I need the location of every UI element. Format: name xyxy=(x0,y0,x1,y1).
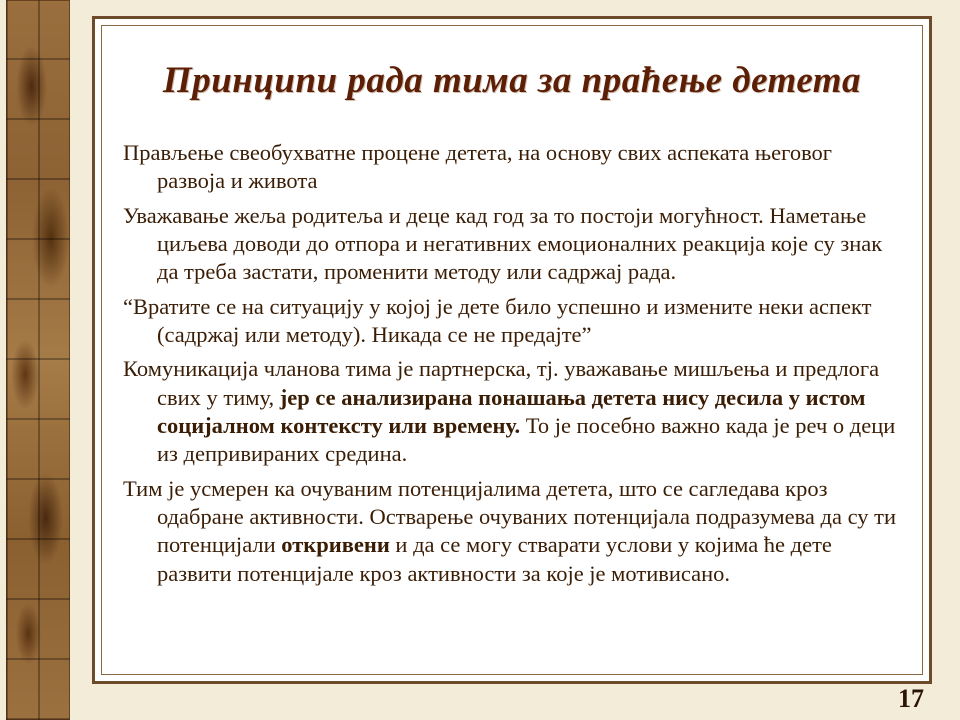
bullet-text: Комуникација чланова тима је партнерска, тј. уважавање мишљења и предлога свих у тиму, xyxy=(123,356,880,410)
slide-bullet-list xyxy=(123,139,903,594)
bullet-text: и да се могу стварати услови у којима ће дете развити потенцијале кроз активности за које је мотивисано. xyxy=(157,532,832,586)
bullet-item xyxy=(123,139,903,196)
bullet-item xyxy=(123,293,903,350)
decorative-left-border xyxy=(0,0,78,720)
bullet-text-bold: јер се анализирана понашања детета нису десила у истом социјалном контексту или времену. xyxy=(157,384,866,439)
bullet-item xyxy=(123,202,903,287)
page-number: 17 xyxy=(898,684,924,713)
bullet-text: Уважавање жеља родитеља и деце кад год за то постоји могућност. Наметање циљева доводи до отпора и негативних емоционалних реакција које су знак да треба застати, променити методу или садржај рада. xyxy=(123,202,883,285)
bullet-item xyxy=(123,475,903,588)
bullet-text: То је посебно важно када је реч о деци из депривираних средина. xyxy=(157,413,896,467)
bullet-text: Прављење свеобухватне процене детета, на основу свих аспеката његовог развоја и живота xyxy=(123,140,833,194)
bullet-text: Тим је усмерен ка очуваним потенцијалима детета, што се сагледава кроз одабране активности. Остварење очуваних потенцијала подразумева да су ти потенцијали xyxy=(123,475,897,558)
slide-frame xyxy=(92,16,932,684)
bullet-text-bold: откривени xyxy=(281,532,390,558)
bullet-text: “Вратите се на ситуацију у којој је дете било успешно и измените неки аспект (садржај или методу). Никада се не предајте” xyxy=(123,293,872,348)
bullet-item xyxy=(123,355,903,468)
slide-title: Принципи рада тима за праћење детета xyxy=(162,60,862,101)
wood-texture-panel xyxy=(6,0,70,720)
border-margin-right xyxy=(70,0,78,720)
